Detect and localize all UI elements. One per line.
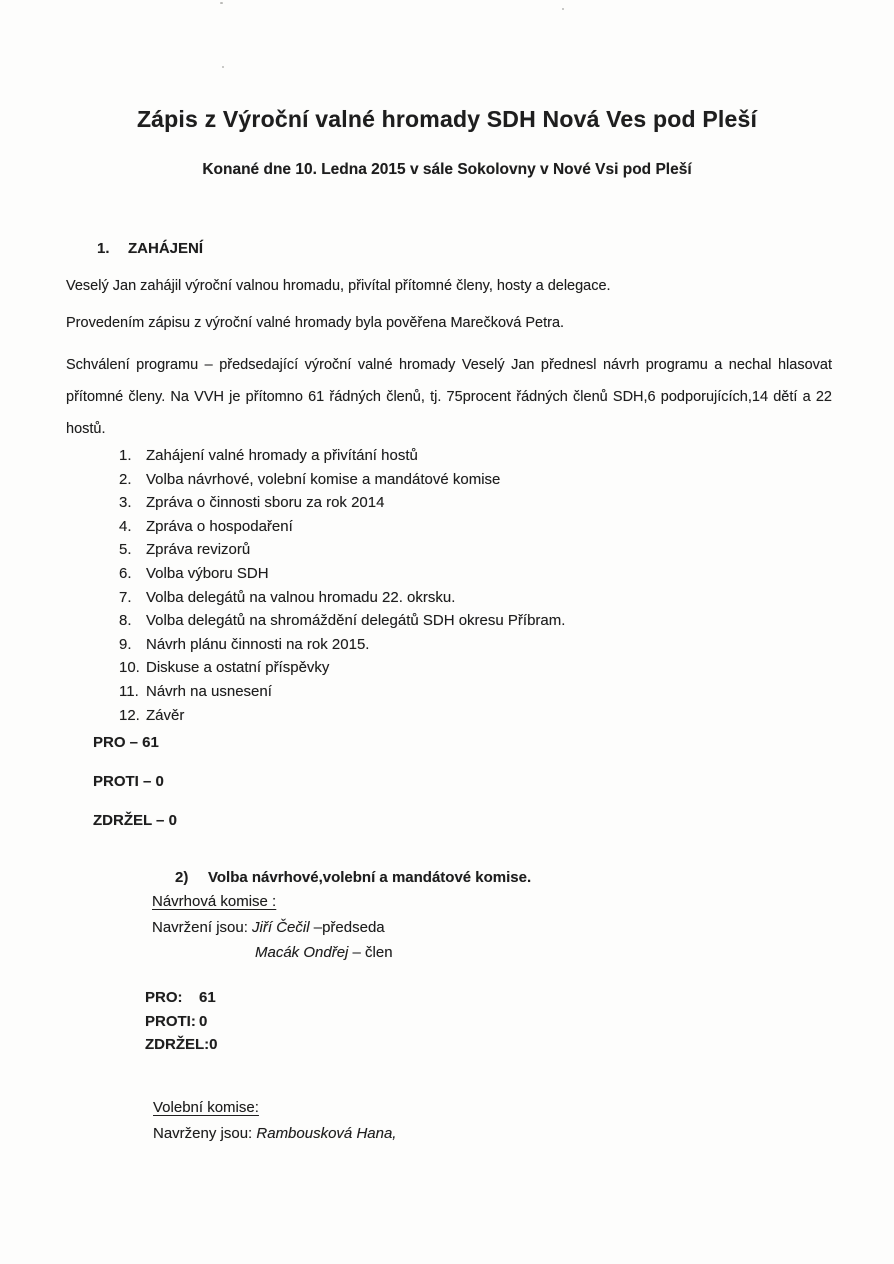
- paragraph-recorder: Provedením zápisu z výroční valné hromady byla pověřena Marečková Petra.: [66, 315, 565, 331]
- vote-pro: PRO – 61: [93, 734, 159, 751]
- agenda-item: [119, 633, 739, 657]
- agenda-item-text: Zpráva revizorů: [146, 541, 251, 559]
- agenda-item-text: Diskuse a ostatní příspěvky: [146, 659, 330, 677]
- vote-results-program: [93, 733, 177, 850]
- section1-heading: [97, 240, 203, 257]
- agenda-item-text: Návrh plánu činnosti na rok 2015.: [146, 635, 370, 653]
- agenda-item-number: 10.: [119, 659, 140, 677]
- section2-number: 2): [175, 869, 189, 886]
- vote-zdrzel-value: 0: [209, 1036, 218, 1054]
- member-name: Jiří Čečil: [252, 919, 310, 936]
- agenda-item-text: Volba delegátů na valnou hromadu 22. okrsku.: [146, 588, 456, 606]
- navrhova-intro: Navržení jsou:: [152, 919, 248, 936]
- vote-pro-value: 61: [199, 989, 216, 1006]
- navrhova-members-line2: [255, 943, 393, 962]
- agenda-item-number: 11.: [119, 682, 139, 700]
- agenda-item-number: 7.: [119, 588, 132, 606]
- volebni-members-line1: [153, 1124, 396, 1143]
- agenda-item-text: Závěr: [146, 706, 185, 724]
- scan-speck: [220, 2, 223, 4]
- member-role: – člen: [352, 944, 393, 961]
- volebni-intro: Navrženy jsou:: [153, 1125, 253, 1142]
- document-subtitle: Konané dne 10. Ledna 2015 v sále Sokolovny v Nové Vsi pod Pleší: [202, 161, 692, 178]
- agenda-item-number: 2.: [119, 470, 132, 488]
- member-name: Macák Ondřej: [255, 944, 349, 961]
- agenda-item-number: 12.: [119, 706, 140, 724]
- agenda-list: [119, 444, 739, 727]
- agenda-item: [119, 609, 739, 633]
- agenda-item: [119, 562, 739, 586]
- agenda-item-text: Volba delegátů na shromáždění delegátů SDH okresu Příbram.: [146, 612, 566, 630]
- agenda-item-number: 5.: [119, 541, 132, 559]
- navrhova-komise-title: Návrhová komise :: [152, 893, 277, 910]
- agenda-item: [119, 515, 739, 539]
- member-role: –předseda: [313, 919, 385, 936]
- vote-pro: [145, 986, 218, 1010]
- agenda-item-number: 8.: [119, 612, 132, 630]
- agenda-item-number: 6.: [119, 564, 132, 582]
- paragraph-opening: Veselý Jan zahájil výroční valnou hromadu, přivítal přítomné členy, hosty a delegace.: [66, 278, 611, 294]
- agenda-item: [119, 704, 739, 728]
- agenda-item: [119, 538, 739, 562]
- agenda-item-number: 9.: [119, 635, 132, 653]
- agenda-item: [119, 656, 739, 680]
- vote-proti: PROTI – 0: [93, 773, 164, 790]
- section2-heading-text: Volba návrhové,volební a mandátové komise.: [208, 869, 532, 886]
- vote-zdrzel: ZDRŽEL – 0: [93, 812, 177, 829]
- section2-heading: [175, 869, 531, 886]
- agenda-item-text: Zpráva o hospodaření: [146, 517, 293, 535]
- agenda-item-text: Volba výboru SDH: [146, 564, 269, 582]
- agenda-item-text: Zahájení valné hromady a přivítání hostů: [146, 447, 418, 464]
- agenda-item-text: Návrh na usnesení: [146, 682, 272, 700]
- vote-proti-value: 0: [199, 1012, 208, 1030]
- vote-zdrzel: [145, 1033, 218, 1057]
- document-title: Zápis z Výroční valné hromady SDH Nová Ves pod Pleší: [136, 106, 758, 132]
- scan-speck: [222, 66, 224, 68]
- vote-zdrzel-label: ZDRŽEL:: [145, 1036, 210, 1054]
- member-name: Rambousková Hana,: [256, 1125, 397, 1142]
- agenda-item: [119, 586, 739, 610]
- vote-proti-label: PROTI:: [145, 1012, 196, 1030]
- agenda-item-text: Zpráva o činnosti sboru za rok 2014: [146, 494, 385, 512]
- section1-number: 1.: [97, 240, 110, 257]
- scan-speck: [562, 8, 564, 10]
- agenda-item-number: 4.: [119, 517, 132, 535]
- agenda-item: [119, 444, 739, 468]
- navrhova-members-line1: [152, 918, 385, 937]
- vote-pro-label: PRO:: [145, 989, 183, 1006]
- paragraph-program-approval: Schválení programu – předsedající výroční valné hromady Veselý Jan přednesl návrh programu a nechal hlasovat přítomné členy. Na VVH je přítomno 61 řádných členů, tj. 75procent řádných členů SDH,6 podporujících,14 dětí a 22 hostů.: [66, 357, 832, 437]
- vote-proti: [145, 1010, 218, 1034]
- agenda-item: [119, 491, 739, 515]
- agenda-item: [119, 468, 739, 492]
- agenda-item: [119, 680, 739, 704]
- agenda-item-number: 1.: [119, 447, 132, 464]
- agenda-item-number: 3.: [119, 494, 132, 512]
- volebni-komise-title: Volební komise:: [153, 1099, 259, 1116]
- agenda-item-text: Volba návrhové, volební komise a mandátové komise: [146, 470, 501, 488]
- vote-results-navrhova: [145, 986, 218, 1057]
- section1-heading-text: ZAHÁJENÍ: [128, 240, 204, 257]
